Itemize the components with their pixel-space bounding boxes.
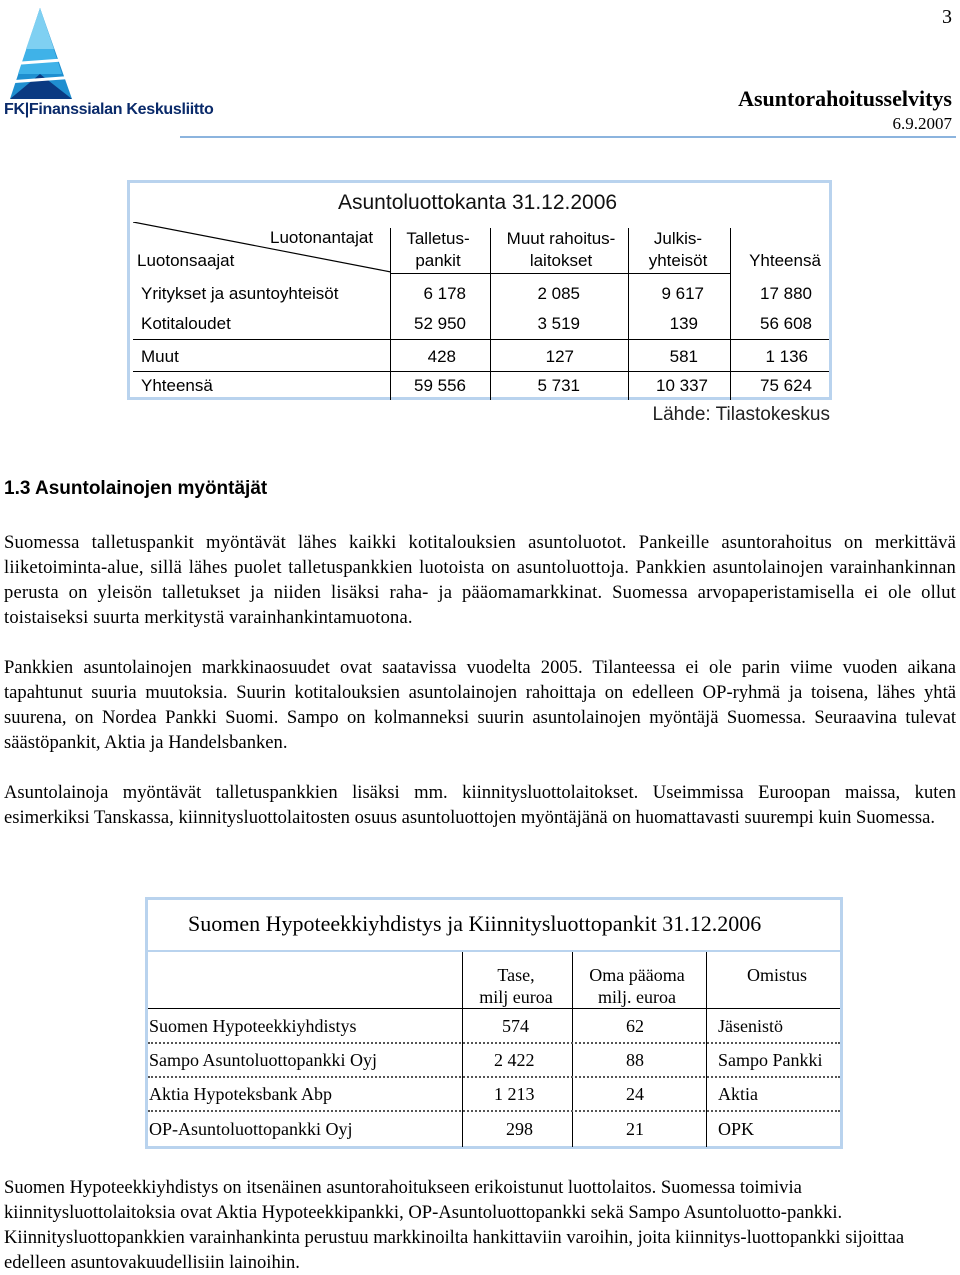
cell: 88 — [626, 1050, 644, 1070]
corner-label-borrowers: Luotonsaajat — [137, 251, 235, 270]
col-header-deposit-banks: Talletus- pankit — [406, 229, 470, 270]
cell: 139 — [669, 314, 698, 333]
cell: 52 950 — [414, 314, 466, 333]
cell: 56 608 — [760, 314, 812, 333]
row-label: OP-Asuntoluottopankki Oyj — [149, 1119, 353, 1139]
row-label-households: Kotitaloudet — [141, 314, 231, 333]
col-header-public-entities: Julkis- yhteisöt — [648, 229, 708, 270]
cell: 59 556 — [414, 376, 466, 395]
header-rule — [180, 136, 956, 138]
cell: 2 422 — [494, 1050, 535, 1070]
cell: 574 — [502, 1016, 529, 1036]
document-date: 6.9.2007 — [892, 114, 952, 133]
paragraph: Asuntolainoja myöntävät talletuspankkien lisäksi mm. kiinnitysluottolaitokset. Useimmissa Euroopan maissa, kuten esimerkiksi Tanskassa, kiinnitysluottolaitosten osuus asuntoluottojen myöntäjänä on huomattavasti suurempi kuin Suomessa. — [4, 782, 956, 828]
loan-stock-table-title: Asuntoluottokanta 31.12.2006 — [338, 191, 618, 214]
closing-paragraph: Suomen Hypoteekkiyhdistys on itsenäinen asuntorahoitukseen erikoistunut luottolaitos. Suomessa toimivia kiinnitysluottolaitoksia ovat Aktia Hypoteekkipankki, OP-Asuntoluottopankki sekä Sampo Asuntoluotto-pankki. Kiinnitysluottopankkien varainhankinta perustuu markkinoilta hankittaviin varoihin, joita kiinnitys-luottopankki sijoittaa edelleen asuntovakuudellisiin lainoihin. — [4, 1177, 905, 1273]
row-divider — [148, 1042, 840, 1044]
logo-text: FK|Finanssialan Keskusliitto — [4, 101, 214, 118]
cell: 62 — [626, 1016, 644, 1036]
row-divider — [148, 1110, 840, 1112]
row-label: Suomen Hypoteekkiyhdistys — [149, 1016, 357, 1036]
col-header-other-institutions: Muut rahoitus- laitokset — [506, 229, 616, 270]
cell: OPK — [718, 1119, 755, 1139]
header-underline — [148, 1008, 840, 1009]
cell: 1 136 — [765, 347, 808, 366]
col-divider — [572, 952, 573, 1147]
table-source: Lähde: Tilastokeskus — [652, 404, 830, 425]
cell: 10 337 — [656, 376, 708, 395]
row-label: Sampo Asuntoluottopankki Oyj — [149, 1050, 378, 1070]
col-divider — [462, 952, 463, 1147]
title-separator — [148, 950, 840, 952]
cell: 581 — [669, 347, 698, 366]
row-label-companies: Yritykset ja asuntoyhteisöt — [141, 284, 339, 303]
cell: 2 085 — [537, 284, 580, 303]
cell: 5 731 — [537, 376, 580, 395]
page-number: 3 — [942, 6, 952, 28]
cell: 298 — [506, 1119, 533, 1139]
cell: Aktia — [718, 1084, 758, 1104]
cell: 9 617 — [661, 284, 704, 303]
cell: 127 — [545, 347, 574, 366]
col-divider — [706, 952, 707, 1147]
row-divider — [133, 339, 829, 340]
row-divider — [133, 371, 829, 372]
cell: 21 — [626, 1119, 644, 1139]
row-label-other: Muut — [141, 347, 179, 366]
cell: 1 213 — [494, 1084, 535, 1104]
mortgage-banks-table-title: Suomen Hypoteekkiyhdistys ja Kiinnitysluottopankit 31.12.2006 — [188, 911, 762, 936]
col-header-ownership: Omistus — [746, 965, 807, 985]
cell: 6 178 — [423, 284, 466, 303]
corner-label-lenders: Luotonantajat — [270, 228, 374, 247]
paragraph: Suomessa talletuspankit myöntävät lähes kaikki kotitalouksien asuntoluotot. Pankeille asuntorahoitus on merkittävä liiketoiminta-alue, sillä lähes puolet talletuspankkien luotoista on asuntoluottoja. Pankkien asuntolainojen varainhankinnan perusta on yleisön talletukset ja niiden lisäksi raha- ja pääomamarkkinat. Suomessa arvopaperistamisella ei ole ollut toistaiseksi suurta merkitystä varainhankintamuotona. — [4, 532, 956, 628]
cell: 428 — [427, 347, 456, 366]
row-divider — [148, 1076, 840, 1078]
row-label-total: Yhteensä — [141, 376, 213, 395]
header-underline — [390, 273, 730, 274]
row-label: Aktia Hypoteksbank Abp — [149, 1084, 332, 1104]
col-header-balance: Tase, milj euroa — [479, 965, 553, 1007]
paragraph: Pankkien asuntolainojen markkinaosuudet ovat saatavissa vuodelta 2005. Tilanteessa ei ole parin viime vuoden aikana tapahtunut suuria muutoksia. Suurin kotitalouksien asuntolainojen rahoittaja on edelleen OP-ryhmä ja toisena, lähes yhtä suurena, on Nordea Pankki Suomi. Sampo on kolmanneksi suurin asuntolainojen myöntäjä Suomessa. Seuraavina tulevat säästöpankit, Aktia ja Handelsbanken. — [4, 657, 956, 753]
cell: Jäsenistö — [718, 1016, 783, 1036]
col-header-equity: Oma pääoma milj. euroa — [589, 965, 685, 1007]
section-heading: 1.3 Asuntolainojen myöntäjät — [4, 478, 268, 499]
cell: 3 519 — [537, 314, 580, 333]
cell: Sampo Pankki — [718, 1050, 823, 1070]
document-title: Asuntorahoitusselvitys — [738, 86, 952, 111]
cell: 17 880 — [760, 284, 812, 303]
col-header-total: Yhteensä — [749, 251, 821, 270]
cell: 24 — [626, 1084, 644, 1104]
cell: 75 624 — [760, 376, 812, 395]
